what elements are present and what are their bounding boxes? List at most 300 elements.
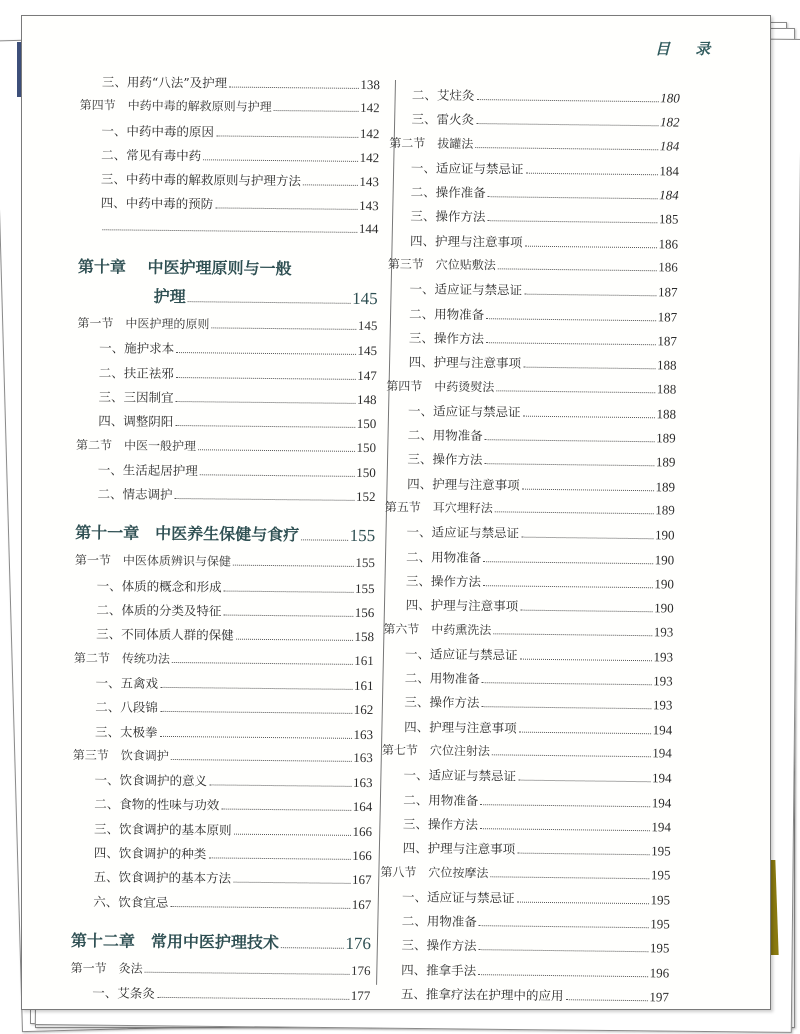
entry-page: 190 [654,600,674,616]
leader-dots [274,110,358,112]
toc-entry[interactable] [389,182,679,210]
entry-page: 155 [355,580,375,596]
toc-section-entry[interactable] [383,619,673,647]
entry-page: 195 [650,892,671,908]
toc-section-entry[interactable] [74,649,374,676]
entry-title: 四、护理与注意事项 [404,718,517,736]
entry-page: 150 [356,464,376,480]
entry-title: 三、雷火灸 [411,111,475,128]
toc-section-entry[interactable] [75,551,375,578]
entry-page: 193 [652,697,673,713]
toc-entry[interactable] [381,814,671,842]
leader-dots [524,294,656,297]
toc-section-entry[interactable] [79,96,379,123]
toc-left-column [70,72,380,1011]
toc-entry[interactable] [381,790,671,818]
entry-title: 一、适应证与禁忌证 [406,524,520,541]
toc-section-entry[interactable] [388,255,678,283]
toc-entry[interactable] [389,158,679,186]
leader-dots [176,352,355,355]
toc-entry[interactable] [76,411,376,438]
leader-dots [175,498,354,501]
entry-title: 二、操作准备 [410,184,486,201]
entry-page: 197 [649,989,669,1005]
toc-entry[interactable] [386,352,676,380]
leader-dots [145,972,349,975]
entry-title: 一、体质的概念和形成 [96,577,222,595]
toc-entry[interactable] [72,794,372,821]
entry-title: 三、中药中毒的解救原则与护理方法 [100,171,301,189]
entry-page: 188 [657,357,677,373]
leader-dots [172,662,352,665]
toc-entry[interactable] [379,960,669,988]
entry-title: 三、三因制宜 [98,389,174,405]
entry-page: 142 [359,125,380,141]
leader-dots [221,809,350,811]
toc-entry[interactable] [379,935,669,963]
leader-dots [223,615,352,617]
entry-page: 193 [653,649,674,665]
entry-title: 三、操作方法 [401,937,477,954]
leader-dots [522,488,654,491]
chapter-page: 176 [345,933,371,953]
entry-page: 189 [655,502,675,518]
entry-page: 196 [649,964,670,981]
toc-list-right [379,85,680,1012]
entry-page: 156 [354,604,375,621]
chapter-title: 常用中医护理技术 [150,931,280,953]
entry-page: 143 [359,198,379,214]
entry-page: 177 [350,988,371,1004]
leader-dots [498,268,656,271]
entry-page: 182 [659,114,680,130]
entry-title: 二、用物准备 [407,427,483,444]
leader-dots [495,511,653,514]
toc-entry[interactable] [78,218,378,245]
entry-title: 三、饮食调护的基本原则 [94,820,232,838]
entry-page: 195 [651,843,671,859]
toc-entry[interactable] [384,522,674,550]
entry-page: 195 [649,940,670,956]
entry-title: 第一节 中医体质辨识与保健 [74,553,231,570]
entry-title: 第八节 穴位按摩法 [380,864,489,880]
entry-title: 二、艾炷灸 [411,87,475,104]
leader-dots [476,123,658,126]
entry-title: 二、用物准备 [403,791,479,808]
entry-page: 189 [655,454,676,470]
leader-dots [160,711,352,714]
toc-entry[interactable] [380,911,670,939]
entry-title: 一、施护求本 [99,340,175,357]
leader-dots [492,754,650,757]
entry-page: 195 [650,866,671,882]
toc-section-entry[interactable] [382,741,672,769]
leader-dots [176,401,355,404]
leader-dots [519,731,651,734]
entry-page: 186 [658,259,678,275]
entry-title: 四、护理与注意事项 [408,354,522,371]
toc-entry[interactable] [76,460,376,487]
toc-entry[interactable] [76,387,376,414]
entry-page: 187 [657,308,678,325]
toc-list-chapter-10 [75,314,377,512]
entry-page: 147 [357,367,377,383]
leader-dots [490,876,648,879]
toc-entry[interactable] [79,145,379,172]
entry-title: 六、饮食宜忌 [93,893,169,910]
entry-page: 189 [655,479,676,495]
entry-page: 185 [658,211,679,228]
toc-entry[interactable] [380,887,670,915]
toc-section-entry[interactable] [73,746,373,773]
chapter-title: 中医护理原则与一般 [147,257,292,279]
entry-page: 161 [354,677,374,694]
chapter-title: 中医养生保健与食疗 [155,524,300,545]
entry-page: 162 [353,702,374,718]
entry-title: 二、常见有毒中药 [101,147,202,164]
leader-dots [170,906,349,909]
entry-title: 一、适应证与禁忌证 [404,646,518,663]
entry-title: 一、适应证与禁忌证 [409,281,523,299]
entry-title: 三、不同体质人群的保健 [96,626,234,643]
leader-dots [234,833,351,835]
entry-title: 三、操作方法 [410,208,486,225]
page-title: 目 录 [655,40,721,58]
entry-title: 四、饮食调护的种类 [93,845,207,862]
toc-section-entry[interactable] [386,377,676,405]
entry-title: 四、中药中毒的预防 [100,195,214,212]
entry-page: 166 [352,847,372,864]
leader-dots [229,87,358,89]
entry-title: 第四节 中药中毒的解救原则与护理 [79,98,272,115]
leader-dots [301,540,347,541]
leader-dots [483,561,652,564]
leader-dots [517,901,649,904]
entry-title: 第二节 中医一般护理 [76,437,197,453]
leader-dots [208,857,350,859]
toc-entry[interactable] [390,85,680,113]
toc-entry[interactable] [383,644,673,672]
toc-entry[interactable] [387,279,677,307]
toc-entry[interactable] [72,843,372,870]
entry-title: 一、适应证与禁忌证 [410,160,524,177]
toc-entry[interactable] [79,121,379,148]
entry-title: 一、饮食调护的意义 [94,772,208,789]
entry-title: 三、太极拳 [95,723,158,740]
leader-dots [481,707,650,710]
chapter-page: 155 [349,526,376,546]
entry-title: 二、体质的分类及特征 [96,602,222,619]
entry-title: 一、五禽戏 [95,675,159,691]
leader-dots [176,377,355,380]
entry-title: 一、艾条灸 [92,985,155,1002]
entry-page: 150 [356,416,377,432]
leader-dots [233,565,353,567]
entry-title: 第五节 耳穴埋籽法 [384,500,493,516]
entry-page: 188 [656,406,677,422]
leader-dots [565,999,647,1001]
toc-entry[interactable] [72,770,372,797]
toc-entry[interactable] [384,547,674,575]
toc-entry[interactable] [385,449,675,477]
leader-dots [523,367,655,370]
entry-page: 184 [659,163,680,179]
entry-title: 三、操作方法 [407,451,483,468]
leader-dots [216,135,358,137]
entry-page: 194 [652,721,673,738]
entry-title: 三、操作方法 [408,330,485,347]
entry-page: 142 [359,149,380,166]
toc-entry[interactable] [74,576,374,603]
entry-title: 五、饮食调护的基本方法 [93,869,232,886]
leader-dots [303,185,357,187]
entry-page: 188 [656,380,677,397]
toc-entry[interactable] [74,600,374,627]
toc-entry[interactable] [387,328,677,356]
entry-page: 150 [356,439,377,455]
toc-entry[interactable] [70,983,370,1010]
entry-page: 163 [353,749,373,765]
leader-dots [485,439,654,442]
entry-page: 194 [651,794,672,811]
entry-page: 167 [351,896,372,912]
chapter-heading-11[interactable] [75,520,375,546]
leader-dots [157,997,349,1000]
entry-page: 144 [358,220,379,236]
toc-entry[interactable] [381,765,671,793]
leader-dots [236,639,353,641]
entry-title: 二、情志调护 [97,486,173,503]
entry-title: 二、用物准备 [406,548,482,565]
entry-title: 第四节 中药烫熨法 [386,378,495,394]
entry-page: 186 [658,236,679,252]
entry-page: 163 [352,775,373,791]
entry-title: 第一节 中医护理的原则 [77,316,210,332]
entry-title: 二、用物准备 [404,670,480,687]
entry-page: 163 [353,726,374,742]
entry-title: 二、用物准备 [409,305,485,322]
entry-page: 145 [357,343,378,359]
entry-page: 166 [352,823,373,839]
toc-entry[interactable] [71,867,371,894]
toc-list-top [78,72,380,245]
toc-entry[interactable] [80,72,380,99]
entry-title: 三、用药“八法”及护理 [101,74,228,91]
toc-section-entry[interactable] [380,862,670,890]
leader-dots [518,780,650,783]
entry-page: 176 [351,962,371,978]
leader-dots [203,159,357,162]
leader-dots [200,474,354,477]
entry-title: 四、护理与注意事项 [410,233,523,250]
leader-dots [160,687,352,690]
toc-entry[interactable] [73,721,373,748]
chapter-heading-10[interactable] [78,254,379,309]
leader-dots [493,633,651,636]
entry-title: 一、适应证与禁忌证 [401,889,515,906]
leader-dots [188,301,350,304]
leader-dots [209,785,351,787]
entry-page: 190 [654,576,675,592]
entry-title: 五、推拿疗法在护理中的应用 [400,986,564,1004]
toc-entry[interactable] [72,819,372,846]
entry-page: 161 [354,652,374,668]
toc-entry[interactable] [382,717,672,745]
entry-title: 一、适应证与禁忌证 [407,403,521,420]
entry-title: 第三节 穴位贴敷法 [387,257,496,273]
toc-entry[interactable] [77,363,377,390]
entry-page: 187 [657,284,678,300]
entry-title: 四、护理与注意事项 [402,840,516,857]
entry-title: 二、八段锦 [95,699,158,716]
toc-entry[interactable] [78,193,378,220]
toc-entry[interactable] [79,169,379,196]
entry-title: 三、操作方法 [404,694,480,711]
leader-dots [488,196,657,199]
toc-entry[interactable] [73,697,373,724]
entry-page: 190 [654,551,675,568]
toc-entry[interactable] [383,595,673,623]
chapter-number: 第十章 [77,257,127,277]
entry-page: 189 [656,430,676,446]
entry-title: 第一节 灸法 [70,960,143,976]
entry-page: 164 [352,799,373,815]
entry-title: 第二节 拔罐法 [389,135,474,151]
leader-dots [486,318,655,321]
entry-page: 194 [651,770,672,786]
entry-title: 四、调整阴阳 [98,413,174,430]
entry-title: 四、护理与注意事项 [407,475,520,493]
entry-page: 142 [360,100,380,116]
chapter-number: 第十一章 [75,523,140,544]
entry-title: 四、推拿手法 [401,961,477,978]
entry-title: 一、适应证与禁忌证 [403,767,517,784]
toc-entry[interactable] [386,425,676,453]
entry-page: 194 [651,819,672,835]
entry-title: 二、扶正祛邪 [98,364,174,381]
entry-title: 三、操作方法 [405,573,482,590]
toc-section-entry[interactable] [385,498,675,526]
toc-right-column [379,85,680,1012]
toc-section-entry[interactable] [76,436,376,463]
entry-page: 190 [654,527,675,543]
leader-dots [198,449,354,452]
leader-dots [281,947,343,949]
leader-dots [522,416,654,419]
chapter-number: 第十二章 [70,930,136,951]
toc-entry[interactable] [384,571,674,599]
toc-section-entry[interactable] [70,959,370,986]
leader-dots [475,147,657,150]
leader-dots [486,342,655,345]
entry-title: 四、护理与注意事项 [405,597,519,614]
entry-page: 194 [652,745,672,761]
leader-dots [224,590,353,592]
entry-title: 三、操作方法 [402,816,479,833]
leader-dots [215,208,357,210]
toc-entry[interactable] [71,892,371,919]
leader-dots [478,950,647,953]
entry-page: 148 [357,391,377,408]
entry-page: 143 [359,174,379,190]
toc-section-entry[interactable] [77,314,377,341]
entry-page: 184 [659,187,679,203]
leader-dots [521,537,653,540]
leader-dots [211,327,355,330]
leader-dots [102,229,356,233]
leader-dots [520,658,652,661]
entry-page: 180 [660,90,680,106]
toc-entry[interactable] [389,109,679,137]
toc-entry[interactable] [387,304,677,332]
toc-entry[interactable] [77,338,377,365]
leader-dots [484,464,653,467]
entry-title: 二、用物准备 [401,913,477,930]
entry-title: 二、食物的性味与功效 [94,796,220,813]
entry-title: 一、中药中毒的原因 [101,122,214,139]
chapter-title-cont: 护理 [153,286,186,307]
entry-page: 155 [355,555,375,571]
entry-title: 第七节 穴位注射法 [381,742,490,759]
entry-page: 195 [650,916,670,932]
entry-page: 158 [354,629,375,645]
leader-dots [482,682,651,685]
entry-page: 152 [355,489,376,505]
entry-title: 第三节 饮食调护 [72,747,169,763]
leader-dots [480,804,649,807]
leader-dots [525,173,657,176]
toc-entry[interactable] [73,673,373,700]
toc-entry[interactable] [386,401,676,429]
leader-dots [517,853,649,856]
entry-title: 第六节 中药熏洗法 [383,621,492,637]
leader-dots [480,828,649,831]
entry-title: 一、生活起居护理 [97,462,198,479]
chapter-heading-12[interactable] [71,928,371,954]
leader-dots [525,245,657,248]
toc-entry[interactable] [385,474,675,502]
toc-entry[interactable] [74,624,374,651]
toc-entry[interactable] [75,484,375,511]
leader-dots [175,425,354,428]
entry-page: 184 [659,137,680,154]
toc-entry[interactable] [383,668,673,696]
toc-list-chapter-12 [70,959,370,1011]
leader-dots [233,882,350,884]
toc-list-chapter-11 [71,551,375,919]
toc-entry[interactable] [388,231,678,259]
leader-dots [496,390,654,393]
leader-dots [520,610,652,613]
toc-section-entry[interactable] [389,134,679,162]
leader-dots [160,735,352,738]
toc-entry[interactable] [379,984,669,1012]
toc-entry[interactable] [388,206,678,234]
leader-dots [479,925,648,928]
entry-page: 193 [653,623,674,640]
leader-dots [476,99,658,102]
entry-page: 187 [657,333,677,349]
entry-page: 167 [351,872,372,888]
toc-entry[interactable] [382,692,672,720]
leader-dots [478,974,647,977]
leader-dots [487,221,656,224]
toc-entry[interactable] [381,838,671,866]
entry-page: 145 [357,318,378,334]
entry-page: 138 [360,76,380,93]
leader-dots [483,585,652,588]
entry-page: 193 [653,673,673,689]
